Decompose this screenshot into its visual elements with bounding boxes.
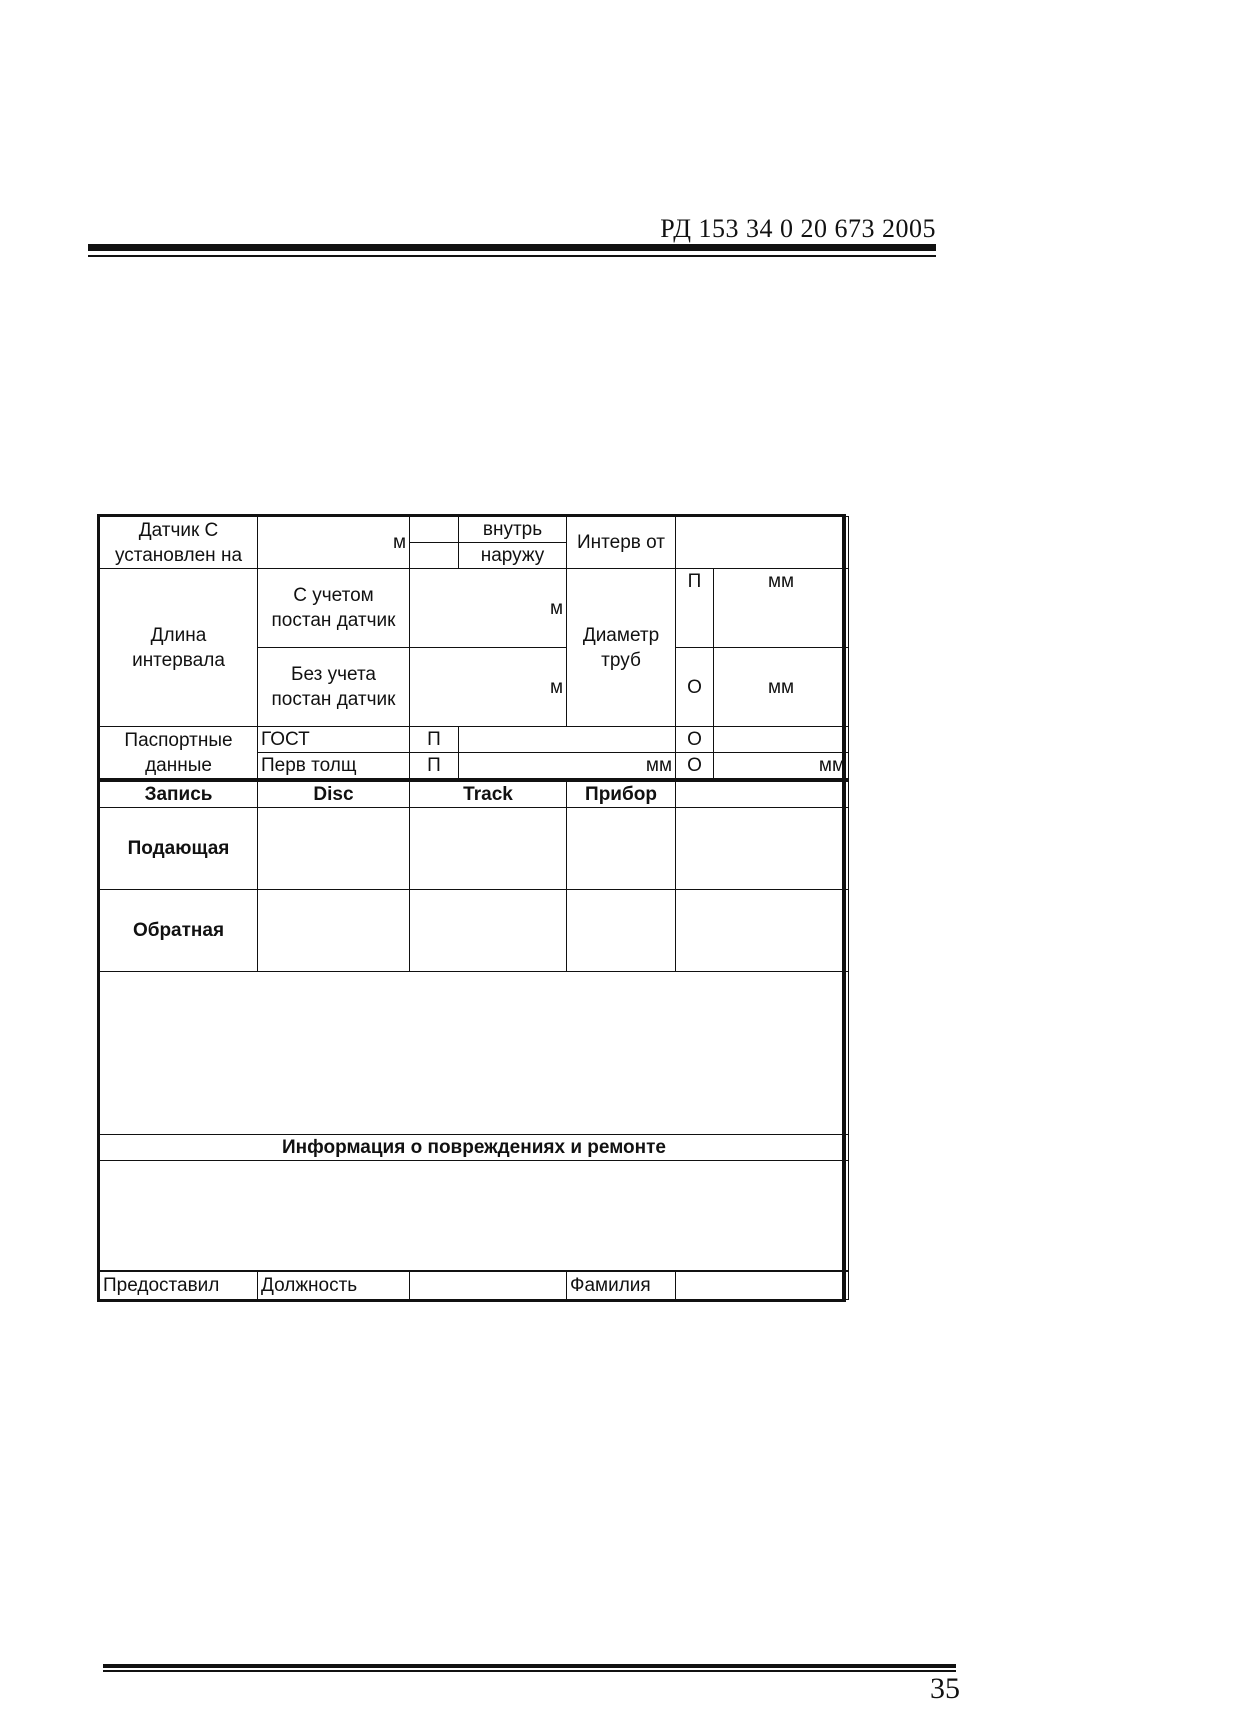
interval-length-label: Длина интервала [100,569,258,727]
wall-p-value[interactable]: мм [459,753,676,779]
supply-device-cell[interactable] [567,808,676,890]
outside-checkbox[interactable] [410,543,459,569]
inside-checkbox[interactable] [410,517,459,543]
records-header-extra [676,781,849,808]
supply-extra-cell[interactable] [676,808,849,890]
records-header-track: Track [410,781,567,808]
records-table [99,779,849,1271]
passport-label: Паспортные данные [100,727,258,779]
row-supply-label: Подающая [100,808,258,890]
footer-rule-thin [103,1670,956,1672]
header-rule-thick [88,244,936,251]
sensor-label: Датчик С установлен на [100,517,258,569]
surname-value[interactable] [676,1272,849,1300]
gost-p-value[interactable] [459,727,676,753]
header-rule-thin [88,255,936,257]
records-header-disc: Disc [258,781,410,808]
wall-p-label: П [410,753,459,779]
pipe-diameter-label: Диаметр труб [567,569,676,727]
return-disc-cell[interactable] [258,890,410,972]
notes-area[interactable] [100,972,849,1135]
without-sensor-value[interactable]: м [410,648,567,727]
gost-p-label: П [410,727,459,753]
with-sensor-label: С учетом постан датчик [258,569,410,648]
records-header-device: Прибор [567,781,676,808]
form-table [99,516,849,779]
provided-label: Предоставил [100,1272,258,1300]
footer-rule-thick [103,1664,956,1668]
footer-table [99,1271,849,1300]
position-label: Должность [258,1272,410,1300]
without-sensor-label: Без учета постан датчик [258,648,410,727]
gost-o-value[interactable] [714,727,849,753]
diameter-p-label: П [676,569,714,648]
sensor-value-m[interactable]: м [258,517,410,569]
page-number: 35 [930,1672,960,1705]
damage-info-area[interactable] [100,1161,849,1271]
gost-o-label: О [676,727,714,753]
with-sensor-value[interactable]: м [410,569,567,648]
wall-label: Перв толщ [258,753,410,779]
records-header-record: Запись [100,781,258,808]
surname-label: Фамилия [567,1272,676,1300]
supply-disc-cell[interactable] [258,808,410,890]
diameter-o-value[interactable]: мм [714,648,849,727]
damage-info-title: Информация о повреждениях и ремонте [100,1135,849,1161]
outside-label: наружу [459,543,567,569]
position-value[interactable] [410,1272,567,1300]
interval-from-label: Интерв от [567,517,676,569]
wall-o-label: О [676,753,714,779]
diameter-p-value[interactable]: мм [714,569,849,648]
return-device-cell[interactable] [567,890,676,972]
gost-label: ГОСТ [258,727,410,753]
diameter-o-label: О [676,648,714,727]
supply-track-cell[interactable] [410,808,567,890]
document-code: РД 153 34 0 20 673 2005 [660,214,936,243]
interval-from-value[interactable] [676,517,849,569]
return-extra-cell[interactable] [676,890,849,972]
inspection-form [97,514,846,1302]
inside-label: внутрь [459,517,567,543]
return-track-cell[interactable] [410,890,567,972]
wall-o-value[interactable]: мм [714,753,849,779]
row-return-label: Обратная [100,890,258,972]
